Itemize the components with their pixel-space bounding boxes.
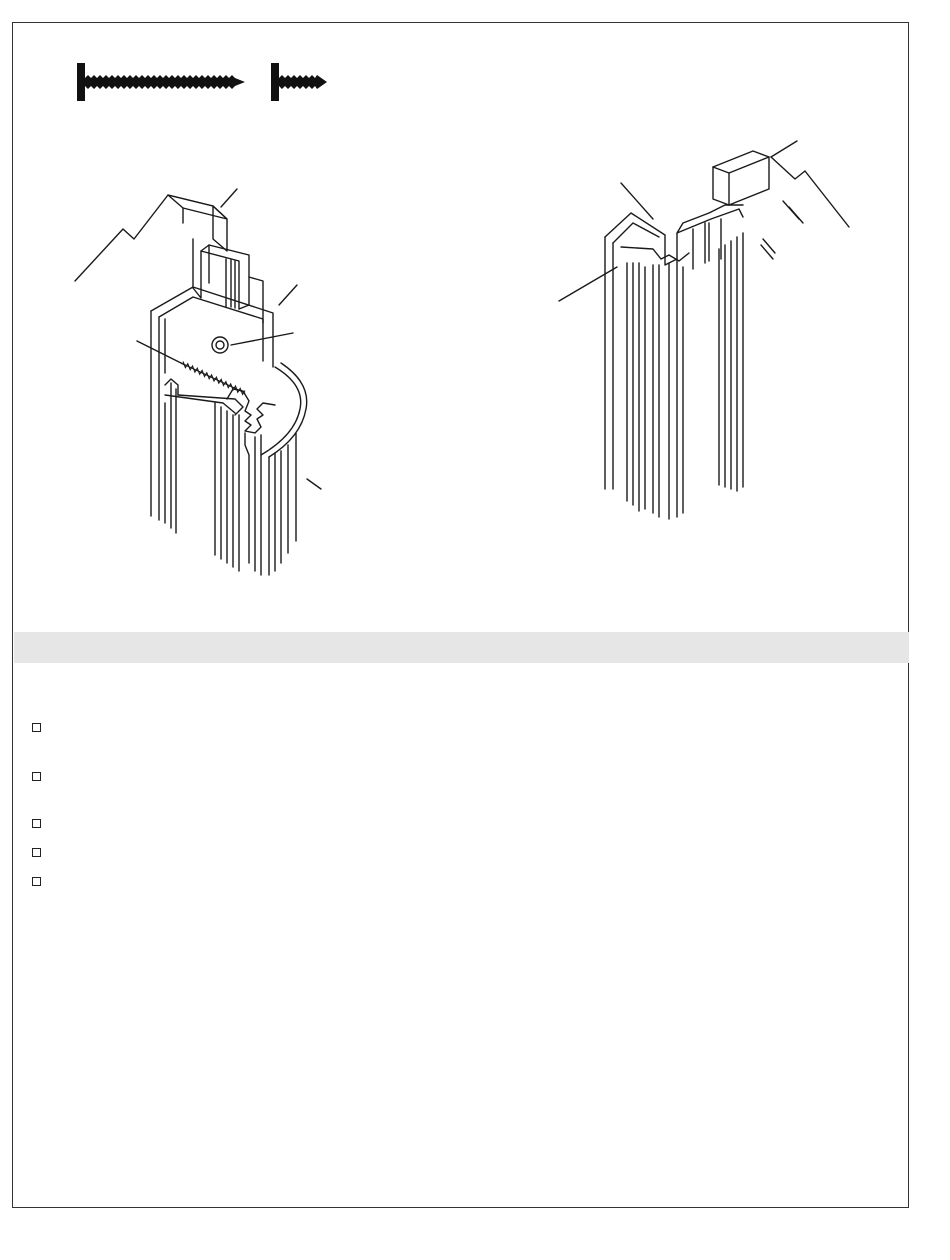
checkbox-icon[interactable] <box>32 877 41 886</box>
door-jamb-assembly-with-glass-panel-illustration <box>559 141 849 519</box>
page-frame <box>12 22 909 1208</box>
checkbox-icon[interactable] <box>32 819 41 828</box>
door-jamb-assembly-with-screw-illustration <box>75 189 321 575</box>
section-header-band <box>14 632 909 663</box>
long-screw-icon <box>77 63 245 101</box>
checkbox-icon[interactable] <box>32 723 41 732</box>
checkbox-icon[interactable] <box>32 848 41 857</box>
short-screw-icon <box>271 63 327 101</box>
checkbox-icon[interactable] <box>32 772 41 781</box>
illustration-area <box>13 23 910 1209</box>
